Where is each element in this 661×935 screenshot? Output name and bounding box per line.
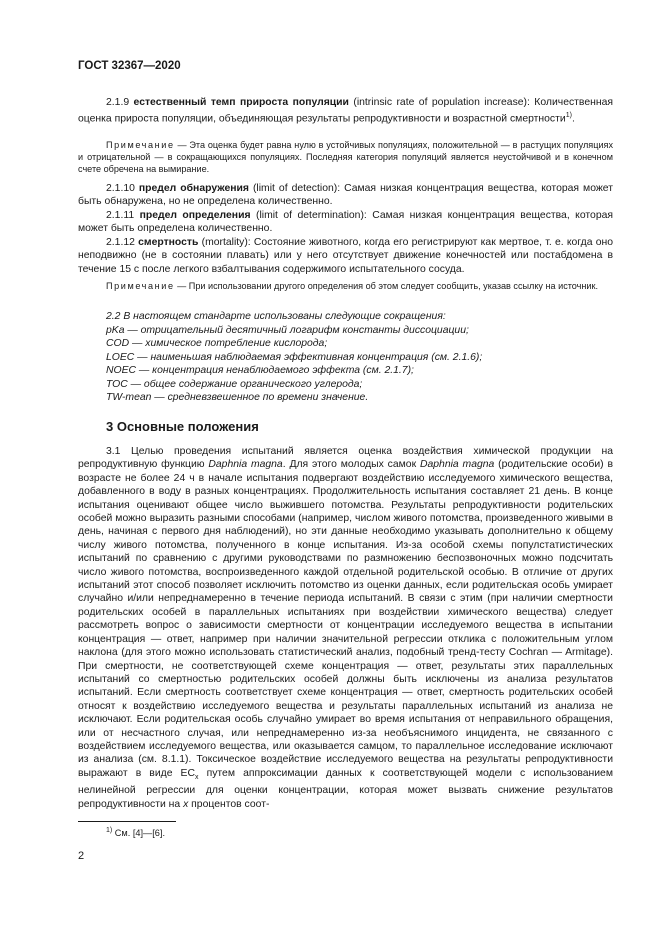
definition-text: (intrinsic rate of population increase): Количественная оценка прироста популяции, объединяющая результаты репродуктивности и возрастной смертности — [78, 97, 613, 125]
definition-number: 2.1.9 — [106, 97, 130, 108]
section-3-body — [78, 445, 613, 811]
note-text: — Эта оценка будет равна нулю в устойчивых популяциях, положительной — в растущих популяциях и отрицательной — в сокращающихся популяциях. Последняя категория популяций является неустойчивой и в конечном счете обречена на вымирание. — [78, 140, 613, 174]
abbreviation-item: TOC — общее содержание органического углерода; — [106, 378, 363, 390]
abbreviation-item: LOEC — наименьшая наблюдаемая эффективная концентрация (см. 2.1.6); — [106, 351, 483, 363]
definition-term: естественный темп прироста популяции — [133, 97, 349, 108]
footnote-separator — [78, 821, 176, 822]
ec-subscript: x — [195, 773, 199, 781]
x-variable: x — [183, 798, 189, 810]
note-text: — При использовании другого определения об этом следует сообщить, указав ссылку на источник. — [174, 281, 599, 291]
abbreviation-item: pKa — отрицательный десятичный логарифм константы диссоциации; — [106, 324, 469, 336]
section-heading: 3 Основные положения — [106, 419, 259, 434]
footnote-text: См. [4]—[6]. — [112, 828, 166, 839]
paragraph-3-1: 3.1 Целью проведения испытаний является оценка воздействия химической продукции на репродуктивную функцию Daphnia magna. Для этого молодых самок Daphnia magna (родительские особи) в возрасте не более 24 ч в начале испытания подвергают воздействию исследуемого химического вещества, добавленного в воду в разных концентрациях. Продолжительность испытания составляет 21 день. В конце испытания оценивают общее число выжившего потомства. Результаты репродуктивности родительских особей можно выразить разными способами (например, числом живого потомства, произведенного живыми в день, начиная с первого дня наблюдений), но эти данные необходимо указывать дополнительно к общему числу живого потомства, полученного в конце испытания. Из-за особой схемы популстатистических испытаний по сравнению с другими руководствами по размножению беспозвоночных можно подсчитать число живого потомства, воспроизведенного каждой отдельной родительской особью. В отличие от других испытаний этот способ позволяет исключить потомство из оценки данных, если родительская особь умирает случайно и/или непреднамеренно в течение периода испытаний. В связи с этим (при наличии смертности родительских особей в параллельных испытаниях при воздействии химического вещества) следует рассмотреть вопрос о зависимости смертности от концентрации исследуемого вещества в испытании концентрация — ответ, например при наличии значительной регрессии отклика с положительным углом наклона (для этого можно использовать статистический анализ, подобный тренд-тесту Cochran — Armitage). При смертности, не соответствующей схеме концентрация — ответ, результаты этих параллельных испытаний со смертностью родительских особей должны быть исключены из анализа результатов испытаний. Если смертность соответствует схеме концентрация — ответ, смертность родительских особей относят к воздействию исследуемого вещества и результаты параллельных испытаний из анализа не исключают. Если родительская особь случайно умирает во время испытания от неправильного обращения, или от несчастного случая, или непреднамеренно из-за необъяснимого инцидента, не связанного с воздействием исследуемого вещества, или оказывается самцом, то параллельное исследование исключают из анализа (см. 8.1.1). Токсическое воздействие исследуемого вещества на результаты репродуктивности выражают в виде $EC_x$ путем аппроксимации данных к соответствующей модели с использованием нелинейной регрессии для оценки концентрации, которая может вызвать снижение результатов репродуктивности на x процентов соот- — [78, 446, 613, 810]
page-number: 2 — [78, 850, 85, 862]
note-2 — [78, 280, 613, 292]
definition-2-1-12: 2.1.12 смертность (mortality): Состояние животного, когда его регистрируют как мертвое, т. е. когда оно неподвижно (не в состоянии плавать) или у него отсутствует движение конечностей или постабдомена в течение 15 с после легкого взбалтывания содержимого испытательного сосуда. — [78, 237, 613, 275]
abbreviation-item: NOEC — концентрация ненаблюдаемого эффекта (см. 2.1.7); — [106, 365, 414, 376]
abbreviation-item: TW-mean — средневзвешенное по времени значение. — [106, 392, 369, 403]
note-1 — [78, 139, 613, 175]
definition-term: предел обнаружения — [138, 183, 249, 194]
document-header: ГОСТ 32367—2020 — [78, 60, 181, 72]
abbreviations-list — [78, 310, 613, 405]
definition-2-1-11: 2.1.11 предел определения (limit of determination): Самая низкая концентрация вещества, которая может быть определена количественно. — [78, 210, 613, 235]
abbreviation-item: COD — химическое потребление кислорода; — [106, 338, 328, 349]
species-name: Daphnia magna — [419, 459, 495, 471]
definition-2-1-10: 2.1.10 предел обнаружения (limit of detection): Самая низкая концентрация вещества, которая может быть обнаружена, но не определена количественно. — [78, 183, 613, 208]
footnote — [106, 827, 165, 838]
species-name: Daphnia magna — [208, 459, 283, 471]
footnote-reference[interactable]: 1) — [565, 112, 572, 120]
footnote-mark: 1) — [106, 827, 113, 834]
note-label: Примечание — [106, 140, 175, 150]
abbreviations-intro: 2.2 В настоящем стандарте использованы следующие сокращения: — [106, 311, 446, 322]
definition-term: предел определения — [139, 210, 251, 221]
definition-term: смертность — [138, 237, 199, 248]
definition-2-1-9: 2.1.9 естественный темп прироста популяции (intrinsic rate of population increase): Количественная оценка прироста популяции, объединяющая результаты репродуктивности и возрастной смертности$^{1)}$. — [78, 97, 613, 125]
note-label: Примечание — [106, 281, 175, 291]
